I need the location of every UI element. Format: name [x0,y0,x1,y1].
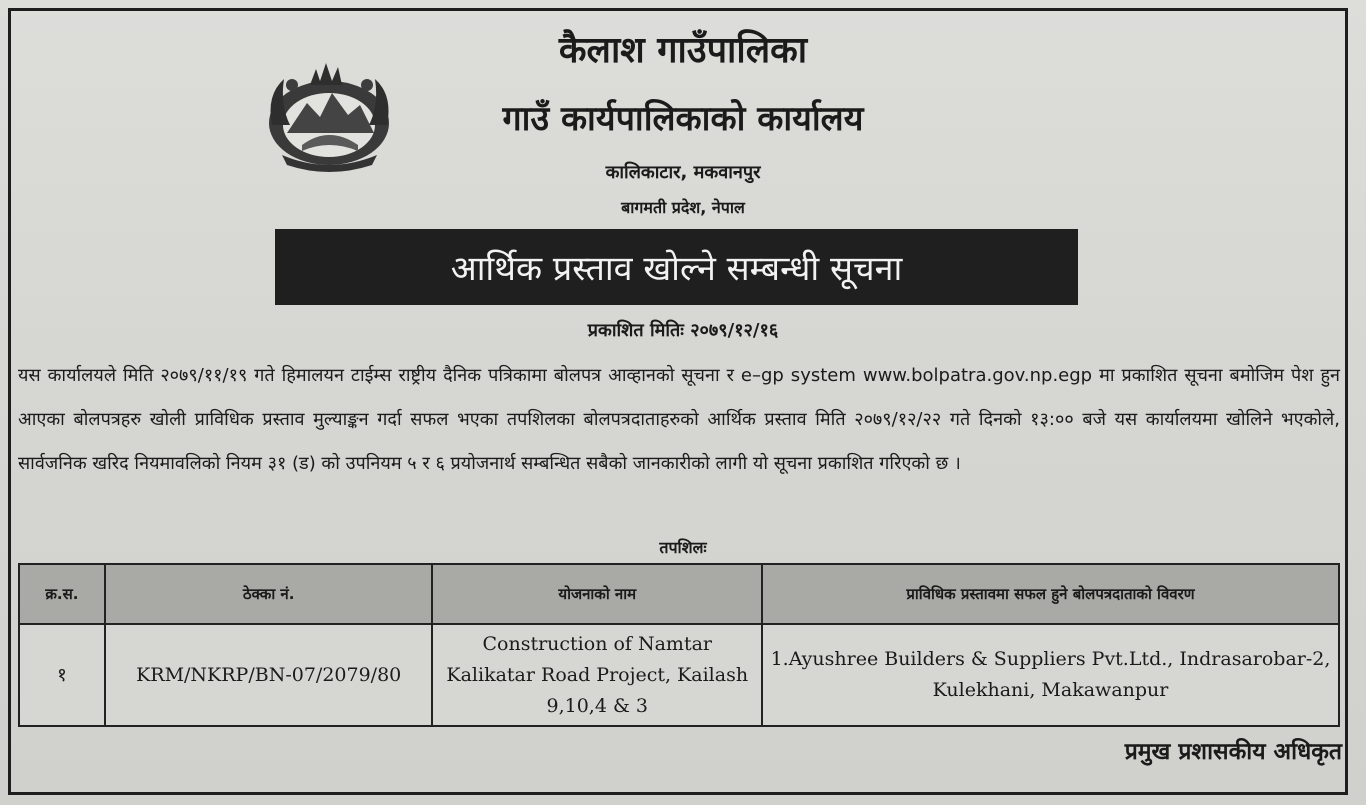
header-serial: क्र.स. [19,564,105,624]
office-address: कालिकाटार, मकवानपुर [605,162,761,183]
cell-contract-no: KRM/NKRP/BN-07/2079/80 [105,624,433,726]
notice-title-banner [275,229,1078,305]
tender-table [18,563,1340,727]
header-project-name: योजनाको नाम [432,564,762,624]
notice-body: यस कार्यालयले मिति २०७९/११/१९ गते हिमालयन टाईम्स राष्ट्रीय दैनिक पत्रिकामा बोलपत्र आव्हानको सूचना र e–gp system www.bolpatra.gov.np.egp मा प्रकाशित सूचना बमोजिम पेश हुन आएका बोलपत्रहरु खोली प्राविधिक प्रस्ताव मुल्याङ्कन गर्दा सफल भएका तपशिलका बोलपत्रदाताहरुको आर्थिक प्रस्ताव मिति २०७९/१२/२२ गते दिनको १३:०० बजे यस कार्यालयमा खोलिने भएकोले, सार्वजनिक खरिद नियमावलिको नियम ३१ (ड) को उपनियम ५ र ६ प्रयोजनार्थ सम्बन्धित सबैको जानकारीको लागी यो सूचना प्रकाशित गरिएको छ । [18,365,1340,474]
table-row [19,624,1339,726]
office-name: गाउँ कार्यपालिकाको कार्यालय [502,99,864,139]
cell-project-name: Construction of Namtar Kalikatar Road Project, Kailash 9,10,4 & 3 [432,624,762,726]
municipality-name: कैलाश गाउँपालिका [558,30,808,71]
province-line: बागमती प्रदेश, नेपाल [621,198,745,217]
notice-title: आर्थिक प्रस्ताव खोल्ने सम्बन्धी सूचना [450,249,903,289]
details-heading: तपशिलः [659,538,707,557]
cell-bidder: 1.Ayushree Builders & Suppliers Pvt.Ltd., Indrasarobar-2, Kulekhani, Makawanpur [762,624,1339,726]
cell-serial: १ [19,624,105,726]
header-contract-no: ठेक्का नं. [105,564,433,624]
signatory-title: प्रमुख प्रशासकीय अधिकृत [1124,739,1342,765]
table-header-row [19,564,1339,624]
header-bidder: प्राविधिक प्रस्तावमा सफल हुने बोलपत्रदाताको विवरण [762,564,1339,624]
published-date: प्रकाशित मितिः २०७९/१२/१६ [587,320,779,341]
